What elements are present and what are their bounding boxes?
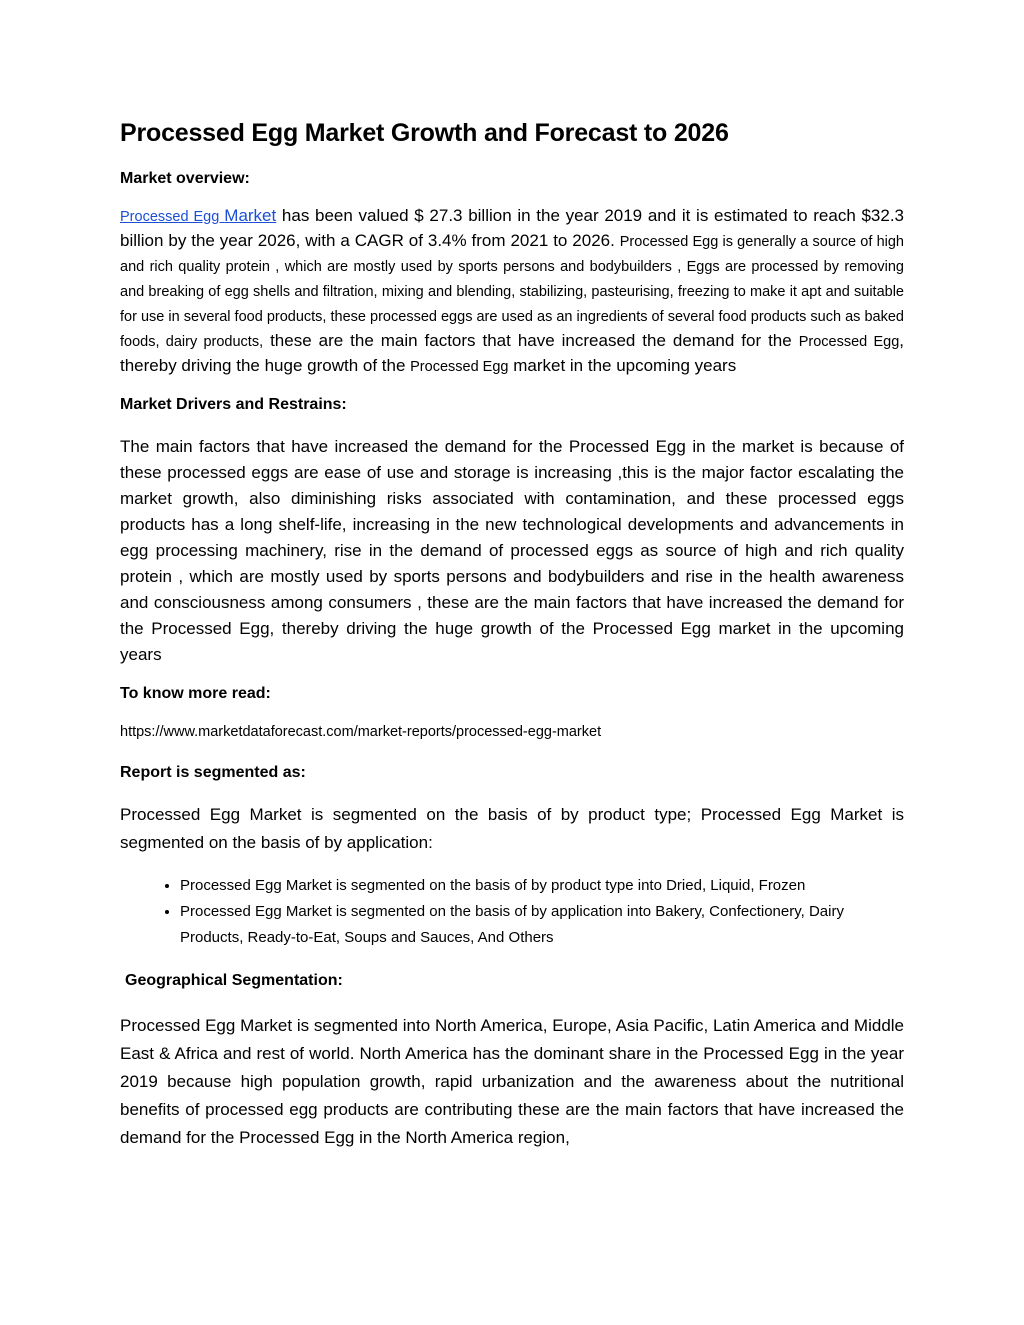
- segment-list: [120, 873, 904, 951]
- geographical-segmentation-paragraph: Processed Egg Market is segmented into North America, Europe, Asia Pacific, Latin America and Middle East & Africa and rest of world. North America has the dominant share in the Processed Egg in the year 2019 because high population growth, rapid urbanization and the awareness about the nutritional benefits of processed egg products are contributing these are the main factors that have increased the demand for the Processed Egg in the North America region,: [120, 1016, 904, 1148]
- list-item: • Processed Egg Market is segmented on the basis of by product type into Dried, Liquid, Frozen: [180, 873, 904, 899]
- know-more-heading: To know more read:: [120, 684, 271, 702]
- page-title: Processed Egg Market Growth and Forecast to 2026: [120, 119, 729, 147]
- geographical-segmentation-heading: Geographical Segmentation:: [125, 972, 343, 990]
- document-page: [120, 118, 904, 1168]
- processed-egg-market-link[interactable]: Processed Egg Market: [120, 206, 277, 226]
- report-segmented-paragraph: Processed Egg Market is segmented on the basis of by product type; Processed Egg Market is segmented on the basis of by application:: [120, 805, 904, 853]
- list-item: • Processed Egg Market is segmented on the basis of by application into Bakery, Confectionery, Dairy Products, Ready-to-Eat, Soups and Sauces, And Others: [180, 899, 904, 951]
- market-drivers-paragraph: The main factors that have increased the demand for the Processed Egg in the market is because of these processed eggs are ease of use and storage is increasing ,this is the major factor escalating the market growth, also diminishing risks associated with contamination, and these processed eggs products has a long shelf-life, increasing in the new technological developments and advancements in egg processing machinery, rise in the demand of processed eggs as source of high and rich quality protein , which are mostly used by sports persons and bodybuilders and rise in the health awareness and consciousness among consumers , these are the main factors that have increased the demand for the Processed Egg, thereby driving the huge growth of the Processed Egg market in the upcoming years: [120, 436, 904, 664]
- market-drivers-heading: Market Drivers and Restrains:: [120, 396, 347, 414]
- report-url[interactable]: https://www.marketdataforecast.com/market-reports/processed-egg-market: [120, 723, 602, 740]
- market-overview-heading: Market overview:: [120, 170, 250, 188]
- market-overview-paragraph: Processed Egg Market has been valued $ 27.3 billion in the year 2019 and it is estimated to reach $32.3 billion by the year 2026, with a CAGR of 3.4% from 2021 to 2026. Processed Egg is generally a source of high and rich quality protein , which are mostly used by sports persons and bodybuilders , Eggs are processed by removing and breaking of egg shells and filtration, mixing and blending, stabilizing, pasteurising, freezing to make it apt and suitable for use in several food products, these processed eggs are used as an ingredients of several food products such as baked foods, dairy products, these are the main factors that have increased the demand for the Processed Egg, thereby driving the huge growth of the Processed Egg market in the upcoming years: [120, 206, 905, 376]
- report-segmented-heading: Report is segmented as:: [120, 763, 306, 781]
